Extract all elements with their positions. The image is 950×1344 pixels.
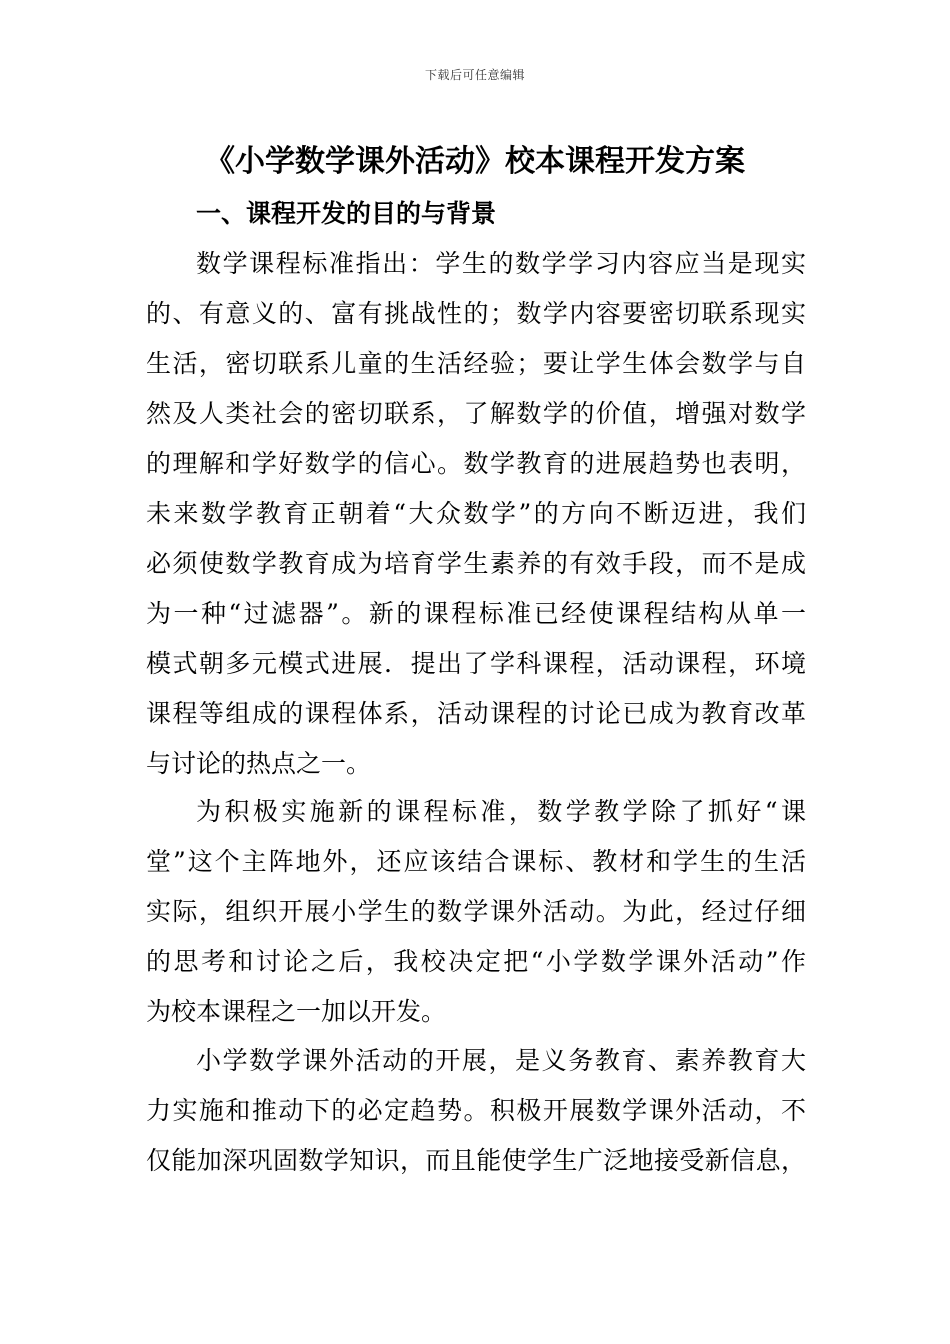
paragraph-line: 小学数学课外活动的开展，是义务教育、素养教育大 — [196, 1046, 806, 1075]
paragraph-line: 未来数学教育正朝着“大众数学”的方向不断迈进，我们 — [146, 499, 806, 528]
paragraph-line: 的思考和讨论之后，我校决定把“小学数学课外活动”作 — [146, 947, 806, 976]
paragraph-line: 与讨论的热点之一。 — [146, 749, 372, 778]
paragraph-line: 数学课程标准指出：学生的数学学习内容应当是现实 — [196, 249, 806, 278]
paragraph-3 — [146, 1036, 806, 1186]
paragraph-line: 为积极实施新的课程标准，数学教学除了抓好“课 — [196, 797, 806, 826]
paragraph-line: 仅能加深巩固数学知识，而且能使学生广泛地接受新信息， — [146, 1146, 806, 1175]
paragraph-2 — [146, 787, 806, 1037]
paragraph-line: 课程等组成的课程体系，活动课程的讨论已成为教育改革 — [146, 699, 806, 728]
paragraph-line: 必须使数学教育成为培育学生素养的有效手段，而不是成 — [146, 549, 806, 578]
paragraph-line: 为校本课程之一加以开发。 — [146, 997, 447, 1026]
paragraph-line: 为一种“过滤器”。新的课程标准已经使课程结构从单一 — [146, 599, 806, 628]
paragraph-line: 堂”这个主阵地外，还应该结合课标、教材和学生的生活 — [146, 847, 806, 876]
paragraph-line: 实际，组织开展小学生的数学课外活动。为此，经过仔细 — [146, 897, 806, 926]
paragraph-line: 的、有意义的、富有挑战性的；数学内容要密切联系现实 — [146, 299, 806, 328]
paragraph-line: 生活，密切联系儿童的生活经验；要让学生体会数学与自 — [146, 349, 806, 378]
header-note: 下载后可任意编辑 — [424, 68, 525, 82]
paragraph-line: 模式朝多元模式进展．提出了学科课程，活动课程，环境 — [146, 649, 806, 678]
paragraph-1 — [146, 239, 806, 789]
paragraph-line: 的理解和学好数学的信心。数学教育的进展趋势也表明， — [146, 449, 806, 478]
section-heading: 一、课程开发的目的与背景 — [196, 199, 497, 228]
paragraph-line: 然及人类社会的密切联系，了解数学的价值，增强对数学 — [146, 399, 806, 428]
paragraph-line: 力实施和推动下的必定趋势。积极开展数学课外活动，不 — [146, 1096, 806, 1125]
document-title: 《小学数学课外活动》校本课程开发方案 — [205, 144, 745, 179]
